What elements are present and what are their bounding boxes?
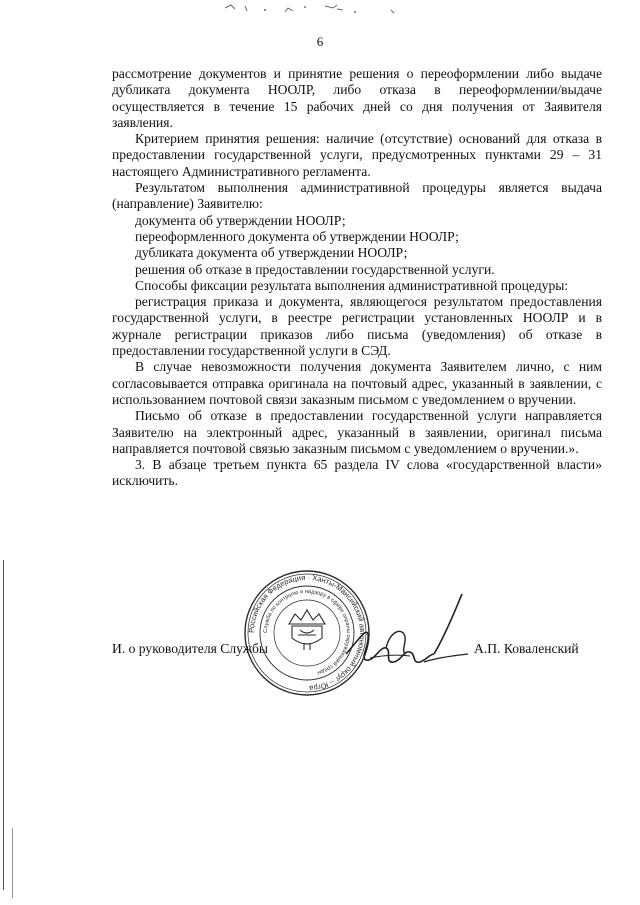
handwritten-signature xyxy=(340,588,470,678)
page-number: 6 xyxy=(316,34,324,49)
paragraph: Критерием принятия решения: наличие (отсутствие) оснований для отказа в предоставлении государственной услуги, предусмотренных пунктами 29 – 31 настоящего Административного регламента. xyxy=(112,131,602,179)
scan-artifact-marks xyxy=(205,0,425,20)
scan-edge-line xyxy=(12,828,13,898)
paragraph: регистрация приказа и документа, являющегося результатом предоставления государственной услуги, в реестре регистрации установленных НООЛР и в журнале регистрации приказов либо письма (уведомления) об отказе в предоставлении государственной услуги в СЭД. xyxy=(112,294,602,359)
seal-outer-text: Российская Федерация · Ханты-Мансийский автономный округ – Югра xyxy=(246,572,368,693)
paragraph: Результатом выполнения административной процедуры является выдача (направление) Заявителю: xyxy=(112,180,602,212)
result-list-item: решения об отказе в предоставлении государственной услуги. xyxy=(135,261,495,277)
paragraph: В случае невозможности получения документа Заявителем лично, с ним согласовывается отправка оригинала на почтовый адрес, указанный в заявлении, с использованием почтовой связи заказным письмом с уведомлением о вручении. xyxy=(112,359,602,407)
paragraph: 3. В абзаце третьем пункта 65 раздела IV слова «государственной власти» исключить. xyxy=(112,457,602,489)
result-list-item: дубликата документа об утверждении НООЛР; xyxy=(135,245,408,261)
signatory-name: А.П. Коваленский xyxy=(474,641,579,656)
paragraph: Способы фиксации результата выполнения административной процедуры: xyxy=(135,277,569,293)
document-body xyxy=(112,66,602,490)
coat-of-arms-emblem xyxy=(289,610,325,650)
result-list-item: документа об утверждении НООЛР; xyxy=(135,212,346,228)
signatory-position: И. о руководителя Службы xyxy=(112,641,268,656)
result-list-item: переоформленного документа об утверждении НООЛР; xyxy=(135,228,459,244)
seal-inner-text: Служба по контролю и надзору в сфере охраны окружающей среды xyxy=(262,588,352,676)
paragraph: Письмо об отказе в предоставлении государственной услуги направляется Заявителю на электронный адрес, указанный в заявлении, оригинал письма направляется почтовой связью заказным письмом с уведомлением о вручении.». xyxy=(112,408,602,456)
scan-edge-line xyxy=(3,560,4,890)
svg-text:Служба по контролю и надзору в xyxy=(263,589,351,676)
paragraph: рассмотрение документов и принятие решения о переоформлении либо выдаче дубликата документа НООЛР, либо отказа в переоформлении/выдаче осуществляется в течение 15 рабочих дней со дня получения от Заявителя заявления. xyxy=(112,66,602,130)
